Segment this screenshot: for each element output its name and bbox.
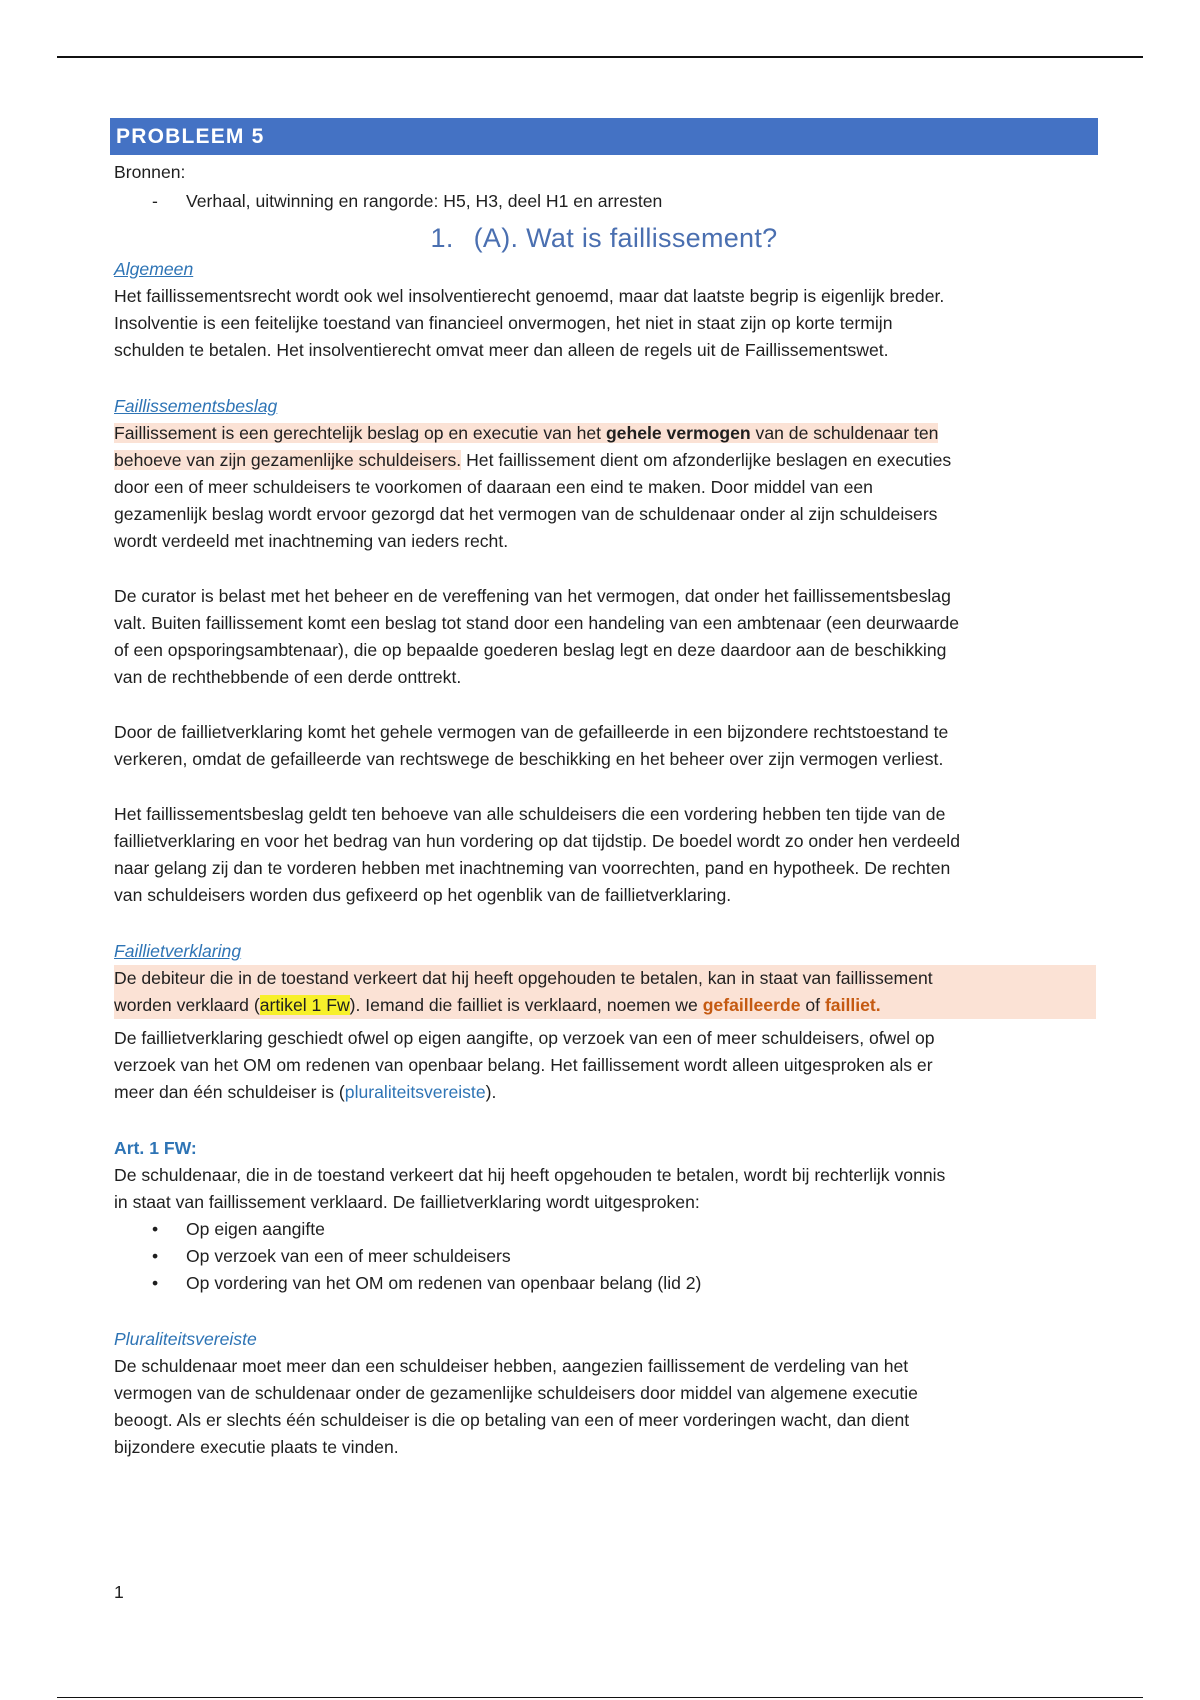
- list-item-text: Verhaal, uitwinning en rangorde: H5, H3, deel H1 en arresten: [186, 191, 663, 211]
- highlighted-block: [114, 965, 1096, 1019]
- list-item: [114, 188, 1094, 215]
- section-banner: PROBLEEM 5: [110, 118, 1098, 155]
- paragraph-line: verkeren, omdat de gefailleerde van rechtswege de beschikking en het beheer over zijn vermogen verliest.: [114, 749, 944, 769]
- paragraph-line: valt. Buiten faillissement komt een beslag tot stand door een handeling van een ambtenaar (een deurwaarde: [114, 613, 960, 633]
- list-item: • Op eigen aangifte: [152, 1219, 325, 1239]
- highlighted-line: worden verklaard (artikel 1 Fw). Iemand die failliet is verklaard, noemen we gefailleerde of failliet.: [114, 995, 881, 1015]
- link-pluraliteitsvereiste: pluraliteitsvereiste: [344, 1082, 486, 1102]
- subheading-faillissementsbeslag: Faillissementsbeslag: [114, 396, 278, 416]
- highlighted-line: Faillissement is een gerechtelijk beslag op en executie van het gehele vermogen van de schuldenaar ten: [114, 423, 939, 443]
- paragraph-line: Het faillissementsbeslag geldt ten behoeve van alle schuldeisers die een vordering hebben ten tijde van de: [114, 804, 946, 824]
- list-item: • Op vordering van het OM om redenen van openbaar belang (lid 2): [152, 1273, 702, 1293]
- paragraph-line: De schuldenaar moet meer dan een schuldeiser hebben, aangezien faillissement de verdeling van het: [114, 1356, 909, 1376]
- bottom-rule: [57, 1697, 1143, 1698]
- highlighted-line: De debiteur die in de toestand verkeert dat hij heeft opgehouden te betalen, kan in staat van faillissement: [114, 968, 933, 988]
- paragraph-line: De curator is belast met het beheer en de vereffening van het vermogen, dat onder het faillissementsbeslag: [114, 586, 951, 606]
- highlight-artikel: artikel 1 Fw: [259, 995, 350, 1015]
- paragraph-line: beoogt. Als er slechts één schuldeiser is die op betaling van een of meer vorderingen wacht, dan dient: [114, 1410, 910, 1430]
- paragraph-line: behoeve van zijn gezamenlijke schuldeisers. Het faillissement dient om afzonderlijke beslagen en executies: [114, 450, 952, 470]
- dash-bullet: -: [152, 191, 158, 211]
- paragraph-line: vermogen van de schuldenaar onder de gezamenlijke schuldeisers door middel van algemene executie: [114, 1383, 918, 1403]
- paragraph-line: Door de faillietverklaring komt het gehele vermogen van de gefailleerde in een bijzondere rechtstoestand te: [114, 722, 949, 742]
- list-item: • Op verzoek van een of meer schuldeisers: [152, 1246, 511, 1266]
- paragraph-line: Het faillissementsrecht wordt ook wel insolventierecht genoemd, maar dat laatste begrip is eigenlijk breder.: [114, 286, 945, 306]
- paragraph-line: meer dan één schuldeiser is (pluraliteitsvereiste).: [114, 1082, 497, 1102]
- paragraph-line: schulden te betalen. Het insolventierecht omvat meer dan alleen de regels uit de Faillissementswet.: [114, 340, 889, 360]
- subheading-algemeen: Algemeen: [114, 259, 194, 279]
- paragraph-line: De faillietverklaring geschiedt ofwel op eigen aangifte, op verzoek van een of meer schuldeisers, ofwel op: [114, 1028, 935, 1048]
- page-content: [114, 118, 1094, 1461]
- paragraph-line: faillietverklaring en voor het bedrag van hun vordering op dat tijdstip. De boedel wordt zo onder hen verdeeld: [114, 831, 961, 851]
- paragraph-line: gezamenlijk beslag wordt ervoor gezorgd dat het vermogen van de schuldenaar onder al zijn schuldeisers: [114, 504, 938, 524]
- subheading-pluraliteitsvereiste: Pluraliteitsvereiste: [114, 1329, 257, 1349]
- heading-number: 1.: [430, 223, 454, 253]
- paragraph-line: bijzondere executie plaats te vinden.: [114, 1437, 399, 1457]
- subheading-art1: Art. 1 FW:: [114, 1138, 197, 1158]
- paragraph-line: van de rechthebbende of een derde onttrekt.: [114, 667, 462, 687]
- paragraph-line: Insolventie is een feitelijke toestand van financieel onvermogen, het niet in staat zijn op korte termijn: [114, 313, 893, 333]
- paragraph-line: in staat van faillissement verklaard. De faillietverklaring wordt uitgesproken:: [114, 1192, 700, 1212]
- paragraph-line: wordt verdeeld met inachtneming van ieders recht.: [114, 531, 509, 551]
- subheading-faillietverklaring: Faillietverklaring: [114, 941, 242, 961]
- paragraph-line: door een of meer schuldeisers te voorkomen of daaraan een eind te maken. Door middel van een: [114, 477, 873, 497]
- paragraph-line: van schuldeisers worden dus gefixeerd op het ogenblik van de faillietverklaring.: [114, 885, 732, 905]
- bronnen-label: Bronnen:: [114, 162, 186, 182]
- page-title: [114, 221, 1094, 255]
- heading-text: (A). Wat is faillissement?: [473, 223, 778, 253]
- bullet-list: [114, 1216, 1094, 1297]
- top-rule: [57, 56, 1143, 58]
- paragraph-line: De schuldenaar, die in de toestand verkeert dat hij heeft opgehouden te betalen, wordt bij rechterlijk vonnis: [114, 1165, 946, 1185]
- page-number: 1: [114, 1582, 124, 1602]
- paragraph-line: naar gelang zij dan te vorderen hebben met inachtneming van voorrechten, pand en hypotheek. De rechten: [114, 858, 951, 878]
- paragraph-line: verzoek van het OM om redenen van openbaar belang. Het faillissement wordt alleen uitgesproken als er: [114, 1055, 933, 1075]
- paragraph-line: of een opsporingsambtenaar), die op bepaalde goederen beslag legt en deze daardoor aan de beschikking: [114, 640, 947, 660]
